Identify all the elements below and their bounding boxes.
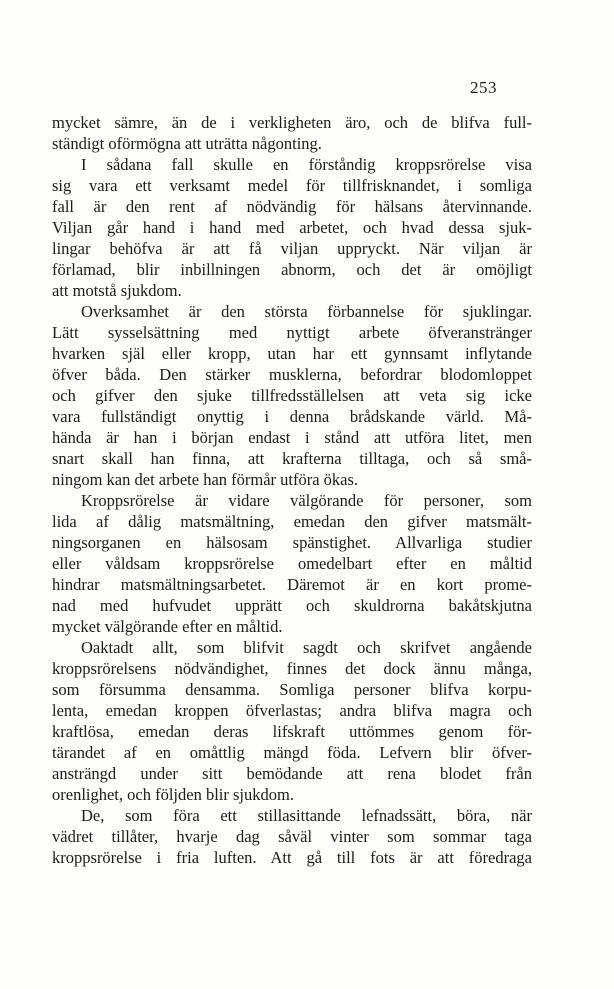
text-line: fall är den rent af nödvändig för hälsans återvinnande. xyxy=(52,197,532,216)
text-line: hvarken själ eller kropp, utan har ett gynnsamt inflytande xyxy=(52,344,532,363)
text-line: nad med hufvudet upprätt och skuldrorna bakåtskjutna xyxy=(52,596,532,615)
text-line: förlamad, blir inbillningen abnorm, och det är omöjligt xyxy=(52,260,532,279)
text-line: ningom kan det arbete han förmår utföra ökas. xyxy=(52,470,359,489)
text-line: sig vara ett verksamt medel för tillfrisknandet, i somliga xyxy=(52,176,532,195)
text-line: kroppsrörelsens nödvändighet, finnes det dock ännu många, xyxy=(52,659,532,678)
body-text xyxy=(52,112,532,868)
text-line: kroppsrörelse i fria luften. Att gå till fots är att föredraga xyxy=(52,848,532,867)
text-line: lenta, emedan kroppen öfverlastas; andra blifva magra och xyxy=(52,701,532,720)
text-line: vädret tillåter, hvarje dag såväl vinter som sommar taga xyxy=(52,827,532,846)
text-line: som försumma densamma. Somliga personer blifva korpu- xyxy=(52,680,532,699)
text-line: lingar behöfva är att få viljan uppryckt. När viljan är xyxy=(52,239,532,258)
text-line: hindrar matsmältningsarbetet. Däremot är en kort prome- xyxy=(52,575,532,594)
page-number: 253 xyxy=(470,78,497,97)
text-line: mycket välgörande efter en måltid. xyxy=(52,617,283,636)
text-line: hända är han i början endast i stånd att utföra litet, men xyxy=(52,428,532,447)
text-line: öfver båda. Den stärker musklerna, befordrar blodomloppet xyxy=(52,365,532,384)
text-line: I sådana fall skulle en förståndig kroppsrörelse visa xyxy=(81,155,532,174)
text-line: att motstå sjukdom. xyxy=(52,281,182,300)
text-line: vara fullständigt onyttig i denna brådskande värld. Må- xyxy=(52,407,532,426)
text-line: mycket sämre, än de i verkligheten äro, och de blifva full- xyxy=(52,113,532,132)
text-line: tärandet af en omåttlig mängd föda. Lefvern blir öfver- xyxy=(52,743,532,762)
text-line: De, som föra ett stillasittande lefnadssätt, böra, när xyxy=(81,806,532,825)
text-line: Overksamhet är den största förbannelse för sjuklingar. xyxy=(81,302,532,321)
text-line: Viljan går hand i hand med arbetet, och hvad dessa sjuk- xyxy=(52,218,532,237)
text-line: Kroppsrörelse är vidare välgörande för personer, som xyxy=(81,491,532,510)
text-line: orenlighet, och följden blir sjukdom. xyxy=(52,785,294,804)
text-line: kraftlösa, emedan deras lifskraft uttömmes genom för- xyxy=(52,722,532,741)
text-line: Oaktadt allt, som blifvit sagdt och skrifvet angående xyxy=(81,638,532,657)
text-line: ansträngd under sitt bemödande att rena blodet från xyxy=(52,764,532,783)
text-line: eller våldsam kroppsrörelse omedelbart efter en måltid xyxy=(52,554,532,573)
text-line: snart skall han finna, att krafterna tilltaga, och så små- xyxy=(52,449,532,468)
text-line: ningsorganen en hälsosam spänstighet. Allvarliga studier xyxy=(52,533,532,552)
text-line: Lätt sysselsättning med nyttigt arbete öfveranstränger xyxy=(52,323,532,342)
text-line: ständigt oförmögna att uträtta någonting. xyxy=(52,134,322,153)
text-line: lida af dålig matsmältning, emedan den gifver matsmält- xyxy=(52,512,532,531)
text-line: och gifver den sjuke tillfredsställelsen att veta sig icke xyxy=(52,386,532,405)
